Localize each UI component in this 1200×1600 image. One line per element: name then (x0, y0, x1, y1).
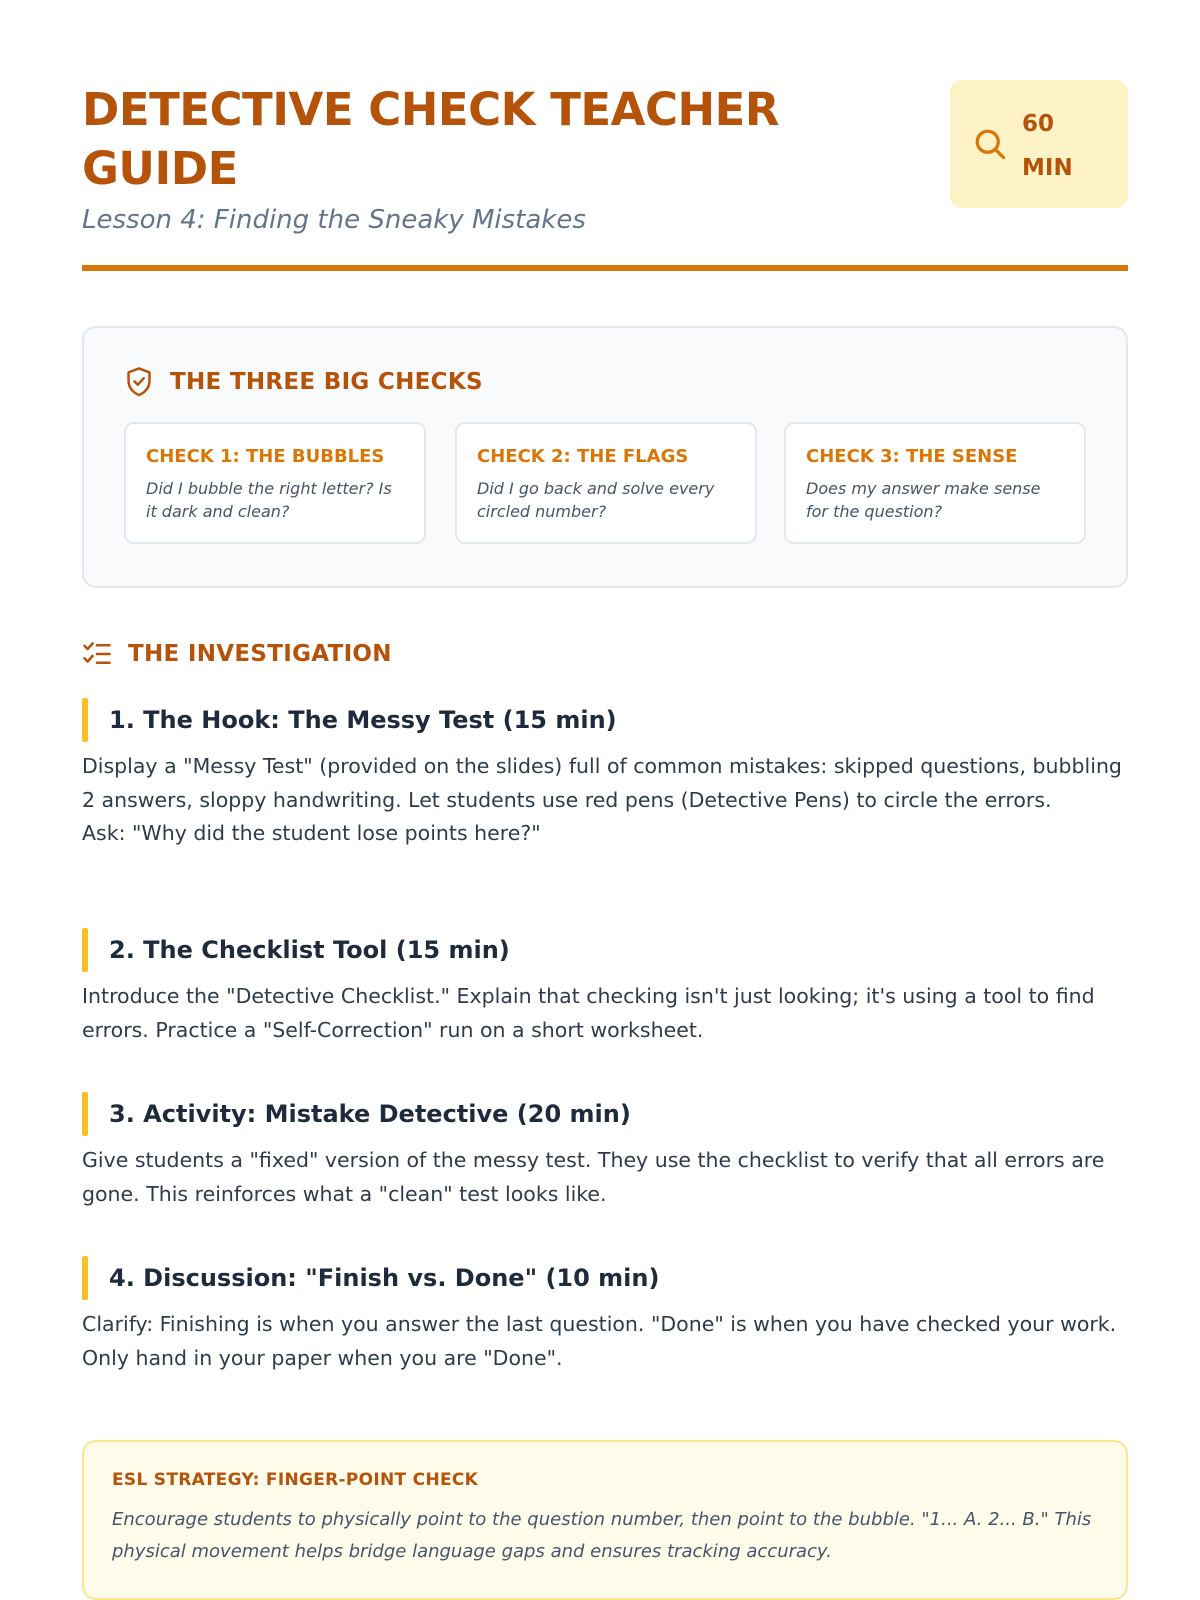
step-question: Ask: "Why did the student lose points here?" (82, 821, 541, 845)
page-subtitle: Lesson 4: Finding the Sneaky Mistakes (82, 205, 586, 235)
investigation-step (82, 1092, 1128, 1211)
duration-text (1022, 102, 1112, 190)
investigation-step (82, 1256, 1128, 1375)
investigation-heading-label: THE INVESTIGATION (128, 641, 392, 667)
teacher-guide-page (82, 0, 1128, 1600)
checks-heading-label: THE THREE BIG CHECKS (170, 369, 483, 395)
checks-heading (124, 366, 483, 398)
step-title: 4. Discussion: "Finish vs. Done" (10 min) (82, 1256, 1128, 1300)
investigation-heading (82, 640, 392, 668)
investigation-step (82, 928, 1128, 1047)
check-description: Does my answer make sense for the question? (806, 479, 1041, 521)
step-title: 2. The Checklist Tool (15 min) (82, 928, 1128, 972)
header (82, 80, 1128, 270)
duration-badge (950, 80, 1128, 208)
header-divider (82, 265, 1128, 271)
shield-check-icon (124, 366, 154, 398)
step-description: Clarify: Finishing is when you answer the last question. "Done" is when you have checked your work. Only hand in your paper when you are "Done". (82, 1312, 1117, 1370)
step-description: Display a "Messy Test" (provided on the slides) full of common mistakes: skipped questions, bubbling 2 answers, sloppy handwriting. Let students use red pens (Detective Pens) to circle the errors. (82, 754, 1122, 812)
check-description: Did I go back and solve every circled number? (477, 479, 715, 521)
step-body (82, 750, 1128, 851)
esl-strategy-callout (82, 1440, 1128, 1600)
check-title: CHECK 3: THE SENSE (806, 446, 1018, 467)
esl-title: ESL STRATEGY: FINGER-POINT CHECK (112, 1470, 479, 1490)
check-description: Did I bubble the right letter? Is it dark and clean? (146, 479, 392, 521)
check-card-flags (455, 422, 757, 544)
duration-unit: MIN (1022, 155, 1073, 181)
checklist-icon (82, 640, 112, 668)
check-card-bubbles (124, 422, 426, 544)
check-card-sense (784, 422, 1086, 544)
page-title: DETECTIVE CHECK TEACHER GUIDE (82, 83, 780, 195)
step-description: Introduce the "Detective Checklist." Explain that checking isn't just looking; it's using a tool to find errors. Practice a "Self-Correction" run on a short worksheet. (82, 984, 1095, 1042)
search-icon (972, 126, 1008, 162)
check-title: CHECK 1: THE BUBBLES (146, 446, 385, 467)
step-title: 1. The Hook: The Messy Test (15 min) (82, 698, 1128, 742)
duration-value: 60 (1022, 111, 1055, 137)
esl-body: Encourage students to physically point to the question number, then point to the bubble. "1... A. 2... B." This physical movement helps bridge language gaps and ensures tracking accuracy. (112, 1509, 1092, 1562)
step-description: Give students a "fixed" version of the messy test. They use the checklist to verify that all errors are gone. This reinforces what a "clean" test looks like. (82, 1148, 1105, 1206)
investigation-step (82, 698, 1128, 851)
step-title: 3. Activity: Mistake Detective (20 min) (82, 1092, 1128, 1136)
three-big-checks-card (82, 326, 1128, 588)
check-title: CHECK 2: THE FLAGS (477, 446, 689, 467)
